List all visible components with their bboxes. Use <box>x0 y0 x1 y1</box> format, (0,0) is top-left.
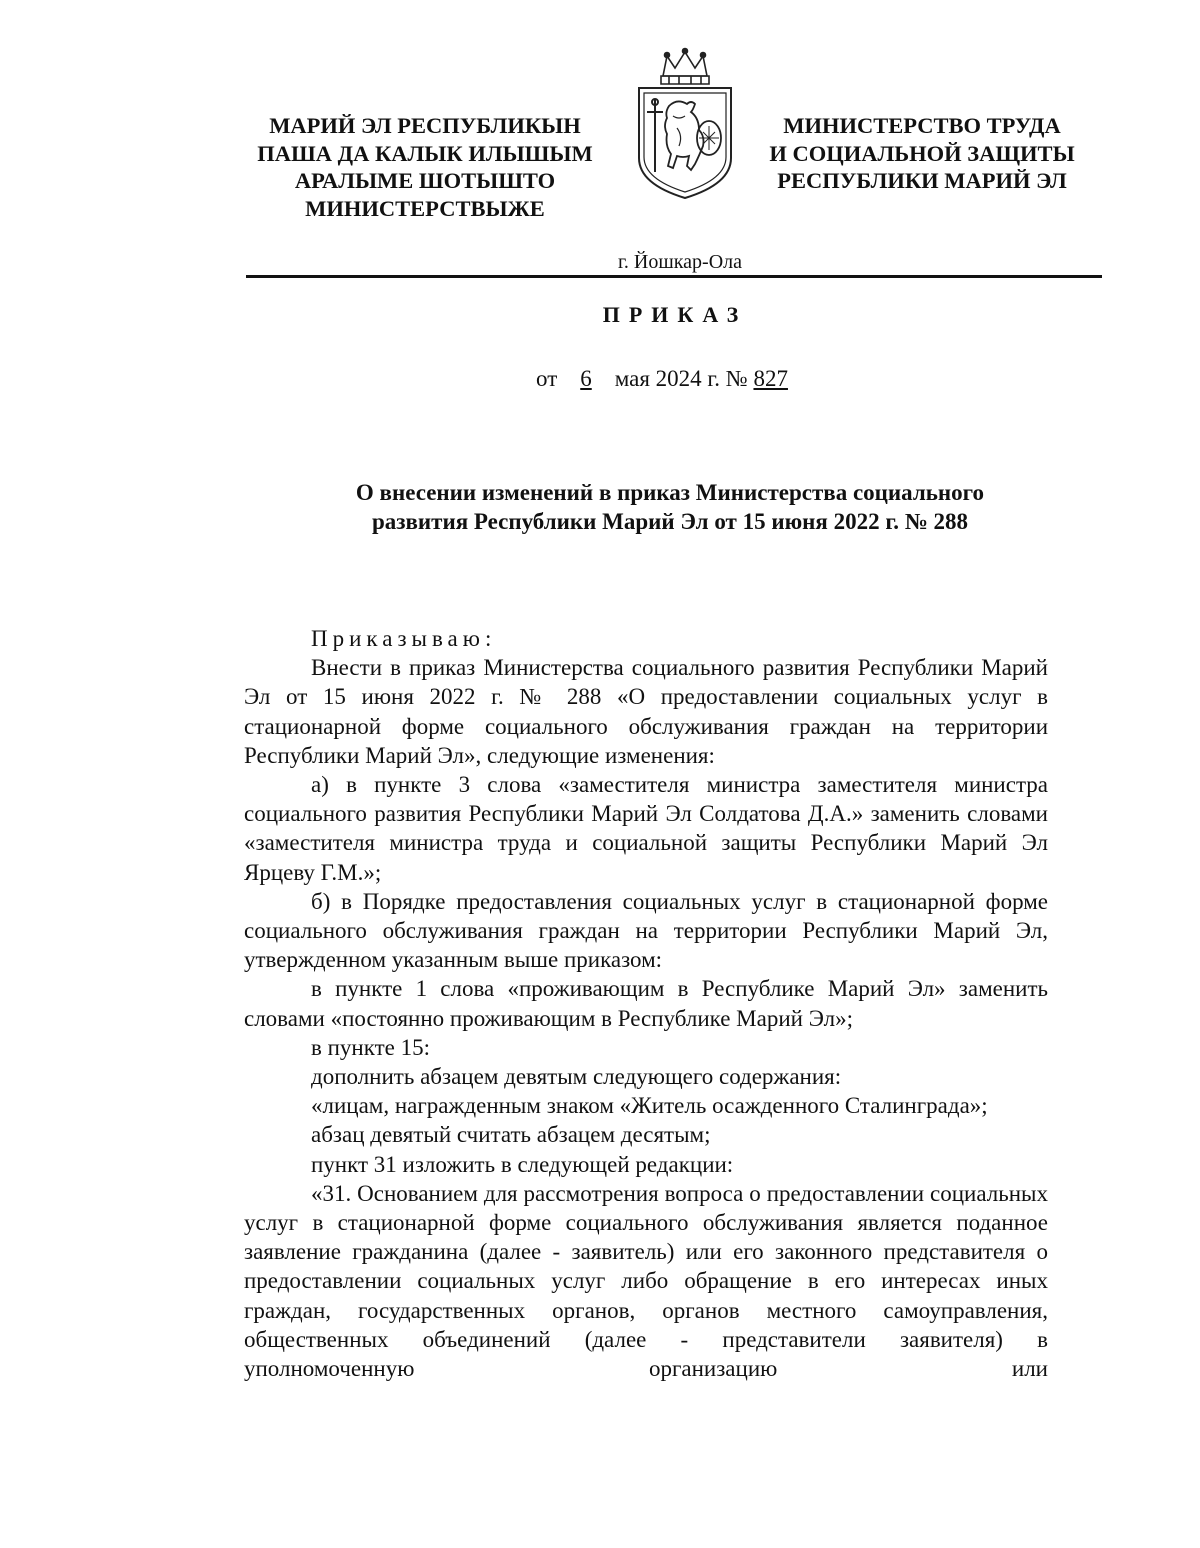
body-paragraph-10: «31. Основанием для рассмотрения вопроса о предоставлении социальных услуг в стационарной форме социального обслуживания является поданное заявление гражданина (далее - заявитель) или его законного представителя о предоставлении социальных услуг либо обращение в его интересах иных граждан, государственных органов, органов местного самоуправления, общественных объединений (далее - представители заявителя) в уполномоченную организацию или <box>244 1180 1048 1382</box>
header-right-block <box>742 112 1102 195</box>
header-divider <box>246 275 1102 278</box>
document-subject <box>240 478 1100 536</box>
order-date-line <box>536 366 788 392</box>
header-left-line-3: АРАЛЫМЕ ШОТЫШТО <box>294 168 556 193</box>
subject-line-1: О внесении изменений в приказ Министерства социального <box>355 480 985 505</box>
order-day: 6 <box>580 366 592 391</box>
document-body <box>244 624 1048 1383</box>
body-paragraph-2: а) в пункте 3 слова «заместителя министра заместителя министра социального развития Республики Марий Эл Солдатова Д.А.» заменить словами «заместителя министра труда и социальной защиты Республики Марий Эл Ярцеву Г.М.»; <box>244 772 1048 885</box>
body-paragraph-4: в пункте 1 слова «проживающим в Республике Марий Эл» заменить словами «постоянно проживающим в Республике Марий Эл»; <box>244 976 1048 1031</box>
coat-of-arms-emblem <box>633 46 737 202</box>
body-paragraph-order: Приказываю: <box>311 626 497 651</box>
body-paragraph-6: дополнить абзацем девятым следующего содержания: <box>311 1064 842 1090</box>
document-title: ПРИКАЗ <box>602 302 748 327</box>
order-number: 827 <box>753 366 788 391</box>
header-left-line-1: МАРИЙ ЭЛ РЕСПУБЛИКЫН <box>269 113 581 138</box>
city-label: г. Йошкар-Ола <box>617 251 743 273</box>
header-left-line-4: МИНИСТЕРСТВЫЖЕ <box>305 195 545 221</box>
header-right-line-1: МИНИСТЕРСТВО ТРУДА <box>783 113 1061 138</box>
body-paragraph-8: абзац девятый считать абзацем десятым; <box>311 1122 711 1148</box>
header-right-line-2: И СОЦИАЛЬНОЙ ЗАЩИТЫ <box>769 140 1075 166</box>
body-paragraph-7: «лицам, награжденным знаком «Житель осажденного Сталинграда»; <box>311 1093 988 1119</box>
subject-line-2: развития Республики Марий Эл от 15 июня 2022 г. № 288 <box>371 509 969 534</box>
body-paragraph-3: б) в Порядке предоставления социальных услуг в стационарной форме социального обслуживания граждан на территории Республики Марий Эл, утвержденном указанным выше приказом: <box>244 888 1048 973</box>
body-paragraph-9: пункт 31 изложить в следующей редакции: <box>311 1151 734 1177</box>
header-right-line-3: РЕСПУБЛИКИ МАРИЙ ЭЛ <box>777 168 1067 193</box>
order-prefix: от <box>536 366 558 391</box>
body-paragraph-5: в пункте 15: <box>311 1034 430 1060</box>
order-month-year: мая 2024 г. № <box>614 366 748 391</box>
body-paragraph-1: Внести в приказ Министерства социального развития Республики Марий Эл от 15 июня 2022 г. № 288 «О предоставлении социальных услуг в стационарной форме социального обслуживания граждан на территории Республики Марий Эл», следующие изменения: <box>244 655 1048 768</box>
header-left-line-2: ПАША ДА КАЛЫК ИЛЫШЫМ <box>257 140 593 166</box>
header-left-block <box>230 112 620 222</box>
